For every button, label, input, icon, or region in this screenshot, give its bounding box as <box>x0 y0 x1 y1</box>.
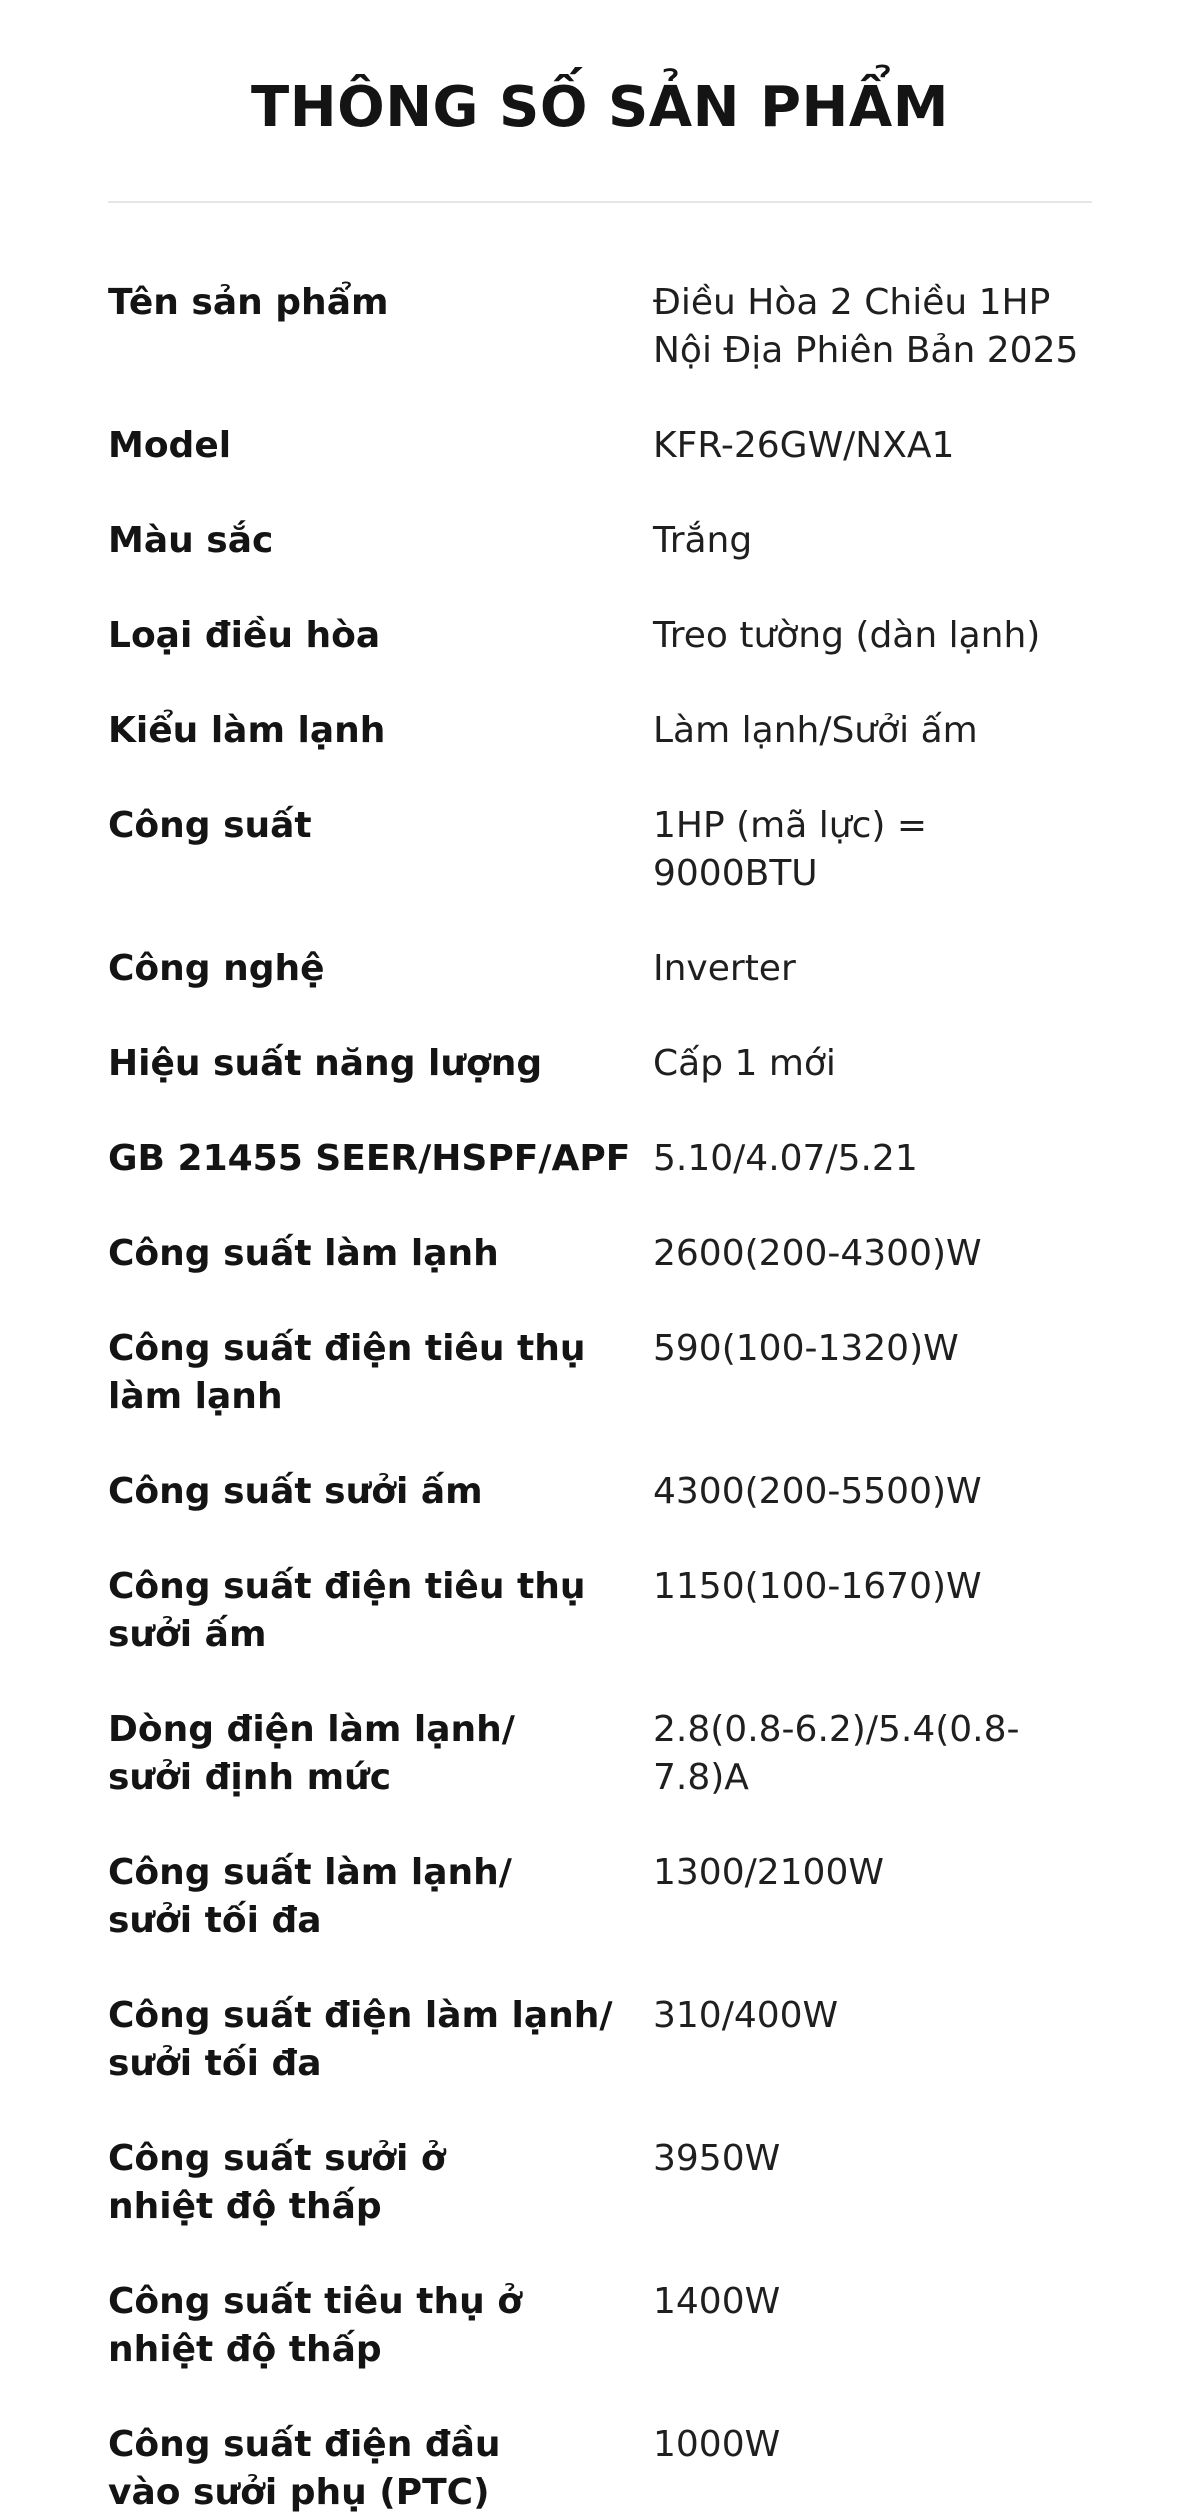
spec-label: Loại điều hòa <box>108 615 381 656</box>
spec-row <box>108 279 1092 375</box>
spec-label: Công suất điện tiêu thụ sưởi ấm <box>108 1566 586 1655</box>
spec-value: 1000W <box>653 2424 781 2465</box>
spec-row <box>108 1849 1092 1945</box>
spec-value: 1150(100-1670)W <box>653 1566 982 1607</box>
spec-label: Dòng điện làm lạnh/ sưởi định mức <box>108 1709 515 1798</box>
spec-row <box>108 945 1092 993</box>
spec-value: 2.8(0.8-6.2)/5.4(0.8-7.8)A <box>653 1709 1020 1798</box>
spec-label: Công suất điện tiêu thụ làm lạnh <box>108 1328 586 1417</box>
spec-row <box>108 517 1092 565</box>
spec-table <box>108 279 1092 2517</box>
spec-value: 2600(200-4300)W <box>653 1233 982 1274</box>
page-title: THÔNG SỐ SẢN PHẨM <box>251 75 949 140</box>
spec-row <box>108 1135 1092 1183</box>
spec-value: Trắng <box>653 520 753 561</box>
spec-row <box>108 422 1092 470</box>
spec-label: Công suất <box>108 805 312 846</box>
spec-label: Công suất tiêu thụ ở nhiệt độ thấp <box>108 2281 523 2370</box>
spec-row <box>108 1992 1092 2088</box>
spec-label: Công suất sưởi ấm <box>108 1471 483 1512</box>
title-divider <box>108 201 1092 203</box>
spec-value: Treo tường (dàn lạnh) <box>653 615 1041 656</box>
spec-value: KFR-26GW/NXA1 <box>653 425 955 466</box>
spec-value: Làm lạnh/Sưởi ấm <box>653 710 978 751</box>
spec-value: 310/400W <box>653 1995 839 2036</box>
spec-row <box>108 1706 1092 1802</box>
spec-row <box>108 707 1092 755</box>
spec-value: Inverter <box>653 948 796 989</box>
spec-value: 5.10/4.07/5.21 <box>653 1138 918 1179</box>
spec-row <box>108 1040 1092 1088</box>
spec-label: Tên sản phẩm <box>108 282 389 323</box>
spec-label: GB 21455 SEER/HSPF/APF <box>108 1138 631 1179</box>
spec-value: 1HP (mã lực) = 9000BTU <box>653 805 928 894</box>
spec-label: Kiểu làm lạnh <box>108 710 386 751</box>
spec-row <box>108 1325 1092 1421</box>
spec-row <box>108 802 1092 898</box>
spec-row <box>108 1468 1092 1516</box>
spec-label: Công suất điện làm lạnh/ sưởi tối đa <box>108 1995 613 2084</box>
spec-value: 3950W <box>653 2138 781 2179</box>
spec-row <box>108 612 1092 660</box>
spec-label: Công suất sưởi ở nhiệt độ thấp <box>108 2138 446 2227</box>
spec-label: Hiệu suất năng lượng <box>108 1043 543 1084</box>
spec-value: 4300(200-5500)W <box>653 1471 982 1512</box>
spec-row <box>108 2135 1092 2231</box>
spec-label: Công suất làm lạnh/ sưởi tối đa <box>108 1852 512 1941</box>
spec-row <box>108 1563 1092 1659</box>
spec-row <box>108 2421 1092 2517</box>
spec-label: Model <box>108 425 232 466</box>
spec-label: Công nghệ <box>108 948 325 989</box>
spec-row <box>108 1230 1092 1278</box>
spec-row <box>108 2278 1092 2374</box>
spec-value: Cấp 1 mới <box>653 1043 836 1084</box>
spec-value: Điều Hòa 2 Chiều 1HP Nội Địa Phiên Bản 2025 <box>653 282 1079 371</box>
spec-value: 1300/2100W <box>653 1852 884 1893</box>
spec-value: 1400W <box>653 2281 781 2322</box>
spec-value: 590(100-1320)W <box>653 1328 959 1369</box>
spec-label: Công suất làm lạnh <box>108 1233 499 1274</box>
spec-label: Màu sắc <box>108 520 274 561</box>
spec-label: Công suất điện đầu vào sưởi phụ (PTC) <box>108 2424 501 2513</box>
